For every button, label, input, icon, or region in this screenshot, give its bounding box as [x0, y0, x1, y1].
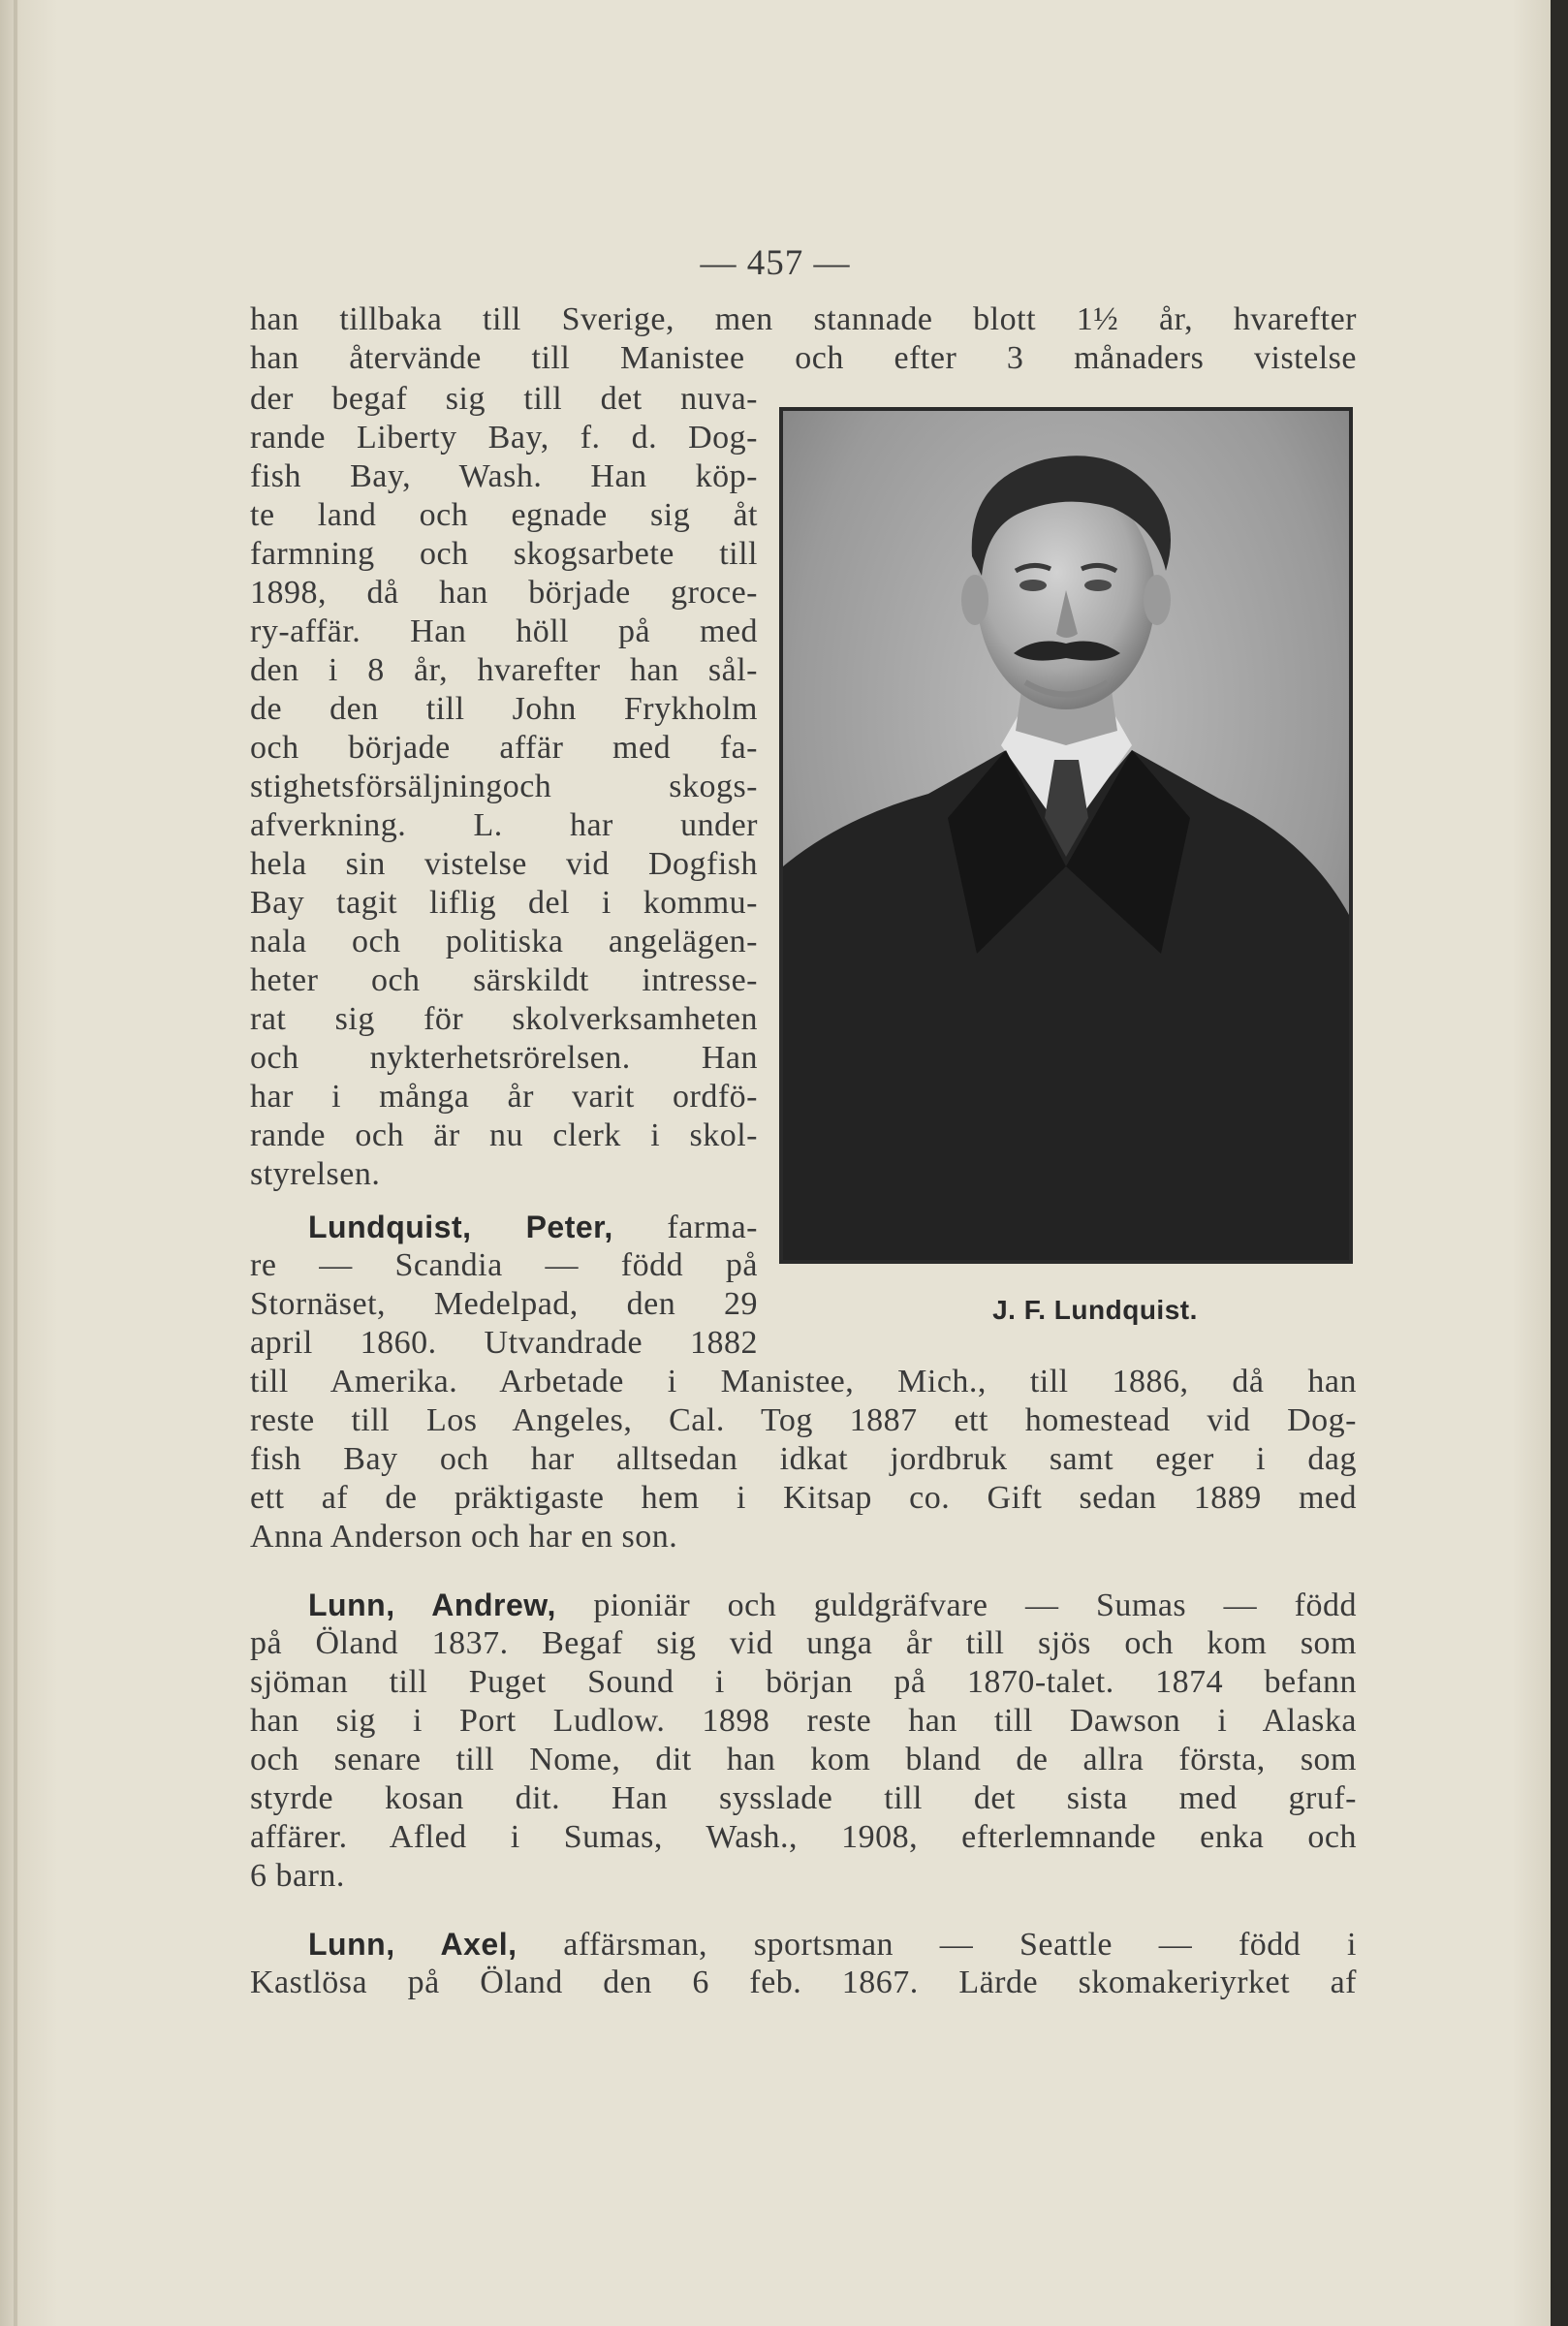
text-line: affärer. Afled i Sumas, Wash., 1908, efterlemnande enka och — [250, 1819, 1357, 1855]
entry-first-line — [308, 1208, 758, 1247]
entry-first-line — [308, 1586, 1357, 1625]
text-line: rat sig för skolverksamheten — [250, 1001, 758, 1037]
text-line: 6 barn. — [250, 1858, 345, 1894]
entry-name: Lunn, Axel, — [308, 1927, 517, 1962]
text-line: reste till Los Angeles, Cal. Tog 1887 ett homestead vid Dog- — [250, 1402, 1357, 1438]
text-line: rande och är nu clerk i skol- — [250, 1117, 758, 1153]
text-line: der begaf sig till det nuva- — [250, 381, 758, 417]
text-line: Kastlösa på Öland den 6 feb. 1867. Lärde skomakeriyrket af — [250, 1965, 1357, 2000]
text-line: heter och särskildt intresse- — [250, 962, 758, 998]
entry-first-line — [308, 1925, 1357, 1965]
text-line: styrelsen. — [250, 1156, 381, 1192]
text-line: afverkning. L. har under — [250, 807, 758, 843]
text-line: fish Bay, Wash. Han köp- — [250, 458, 758, 494]
portrait-photo — [779, 407, 1353, 1264]
text-line: Anna Anderson och har en son. — [250, 1519, 678, 1555]
entry-name: Lunn, Andrew, — [308, 1587, 556, 1622]
text-line: te land och egnade sig åt — [250, 497, 758, 533]
photo-caption: J. F. Lundquist. — [992, 1295, 1198, 1325]
text-line: april 1860. Utvandrade 1882 — [250, 1325, 758, 1361]
text-line: 1898, då han började groce- — [250, 575, 758, 611]
text-line: och nykterhetsrörelsen. Han — [250, 1040, 758, 1076]
text-line: farmning och skogsarbete till — [250, 536, 758, 572]
text-line: stighetsförsäljningoch skogs- — [250, 769, 758, 804]
text-line: den i 8 år, hvarefter han sål- — [250, 652, 758, 688]
text-line: rande Liberty Bay, f. d. Dog- — [250, 420, 758, 456]
text-line: till Amerika. Arbetade i Manistee, Mich., till 1886, då han — [250, 1364, 1357, 1399]
entry-text: pioniär och guldgräfvare — Sumas — född — [593, 1587, 1357, 1623]
text-line: har i många år varit ordfö- — [250, 1079, 758, 1115]
text-line: sjöman till Puget Sound i början på 1870-talet. 1874 befann — [250, 1664, 1357, 1700]
entry-text: farma- — [667, 1210, 758, 1245]
text-line: Stornäset, Medelpad, den 29 — [250, 1286, 758, 1322]
text-line: och började affär med fa- — [250, 730, 758, 766]
text-line: han återvände till Manistee och efter 3 månaders vistelse — [250, 340, 1357, 376]
entry-text: affärsman, sportsman — Seattle — född i — [563, 1927, 1357, 1963]
text-line: de den till John Frykholm — [250, 691, 758, 727]
text-line: hela sin vistelse vid Dogfish — [250, 846, 758, 882]
page-number: — 457 — — [700, 243, 851, 283]
text-line: han tillbaka till Sverige, men stannade blott 1½ år, hvarefter — [250, 301, 1357, 337]
text-line: Bay tagit liflig del i kommu- — [250, 885, 758, 921]
text-line: nala och politiska angelägen- — [250, 924, 758, 959]
entry-name: Lundquist, Peter, — [308, 1210, 613, 1244]
text-line: styrde kosan dit. Han sysslade till det sista med gruf- — [250, 1780, 1357, 1816]
text-line: han sig i Port Ludlow. 1898 reste han till Dawson i Alaska — [250, 1703, 1357, 1739]
text-line: ry-affär. Han höll på med — [250, 613, 758, 649]
scan-border — [1551, 0, 1568, 2326]
text-line: fish Bay och har alltsedan idkat jordbruk samt eger i dag — [250, 1441, 1357, 1477]
text-line: på Öland 1837. Begaf sig vid unga år till sjös och kom som — [250, 1625, 1357, 1661]
text-line: ett af de präktigaste hem i Kitsap co. Gift sedan 1889 med — [250, 1480, 1357, 1516]
portrait-illustration — [783, 411, 1349, 1260]
binding-gutter — [14, 0, 17, 2326]
text-line: re — Scandia — född på — [250, 1247, 758, 1283]
text-line: och senare till Nome, dit han kom bland de allra första, som — [250, 1742, 1357, 1777]
